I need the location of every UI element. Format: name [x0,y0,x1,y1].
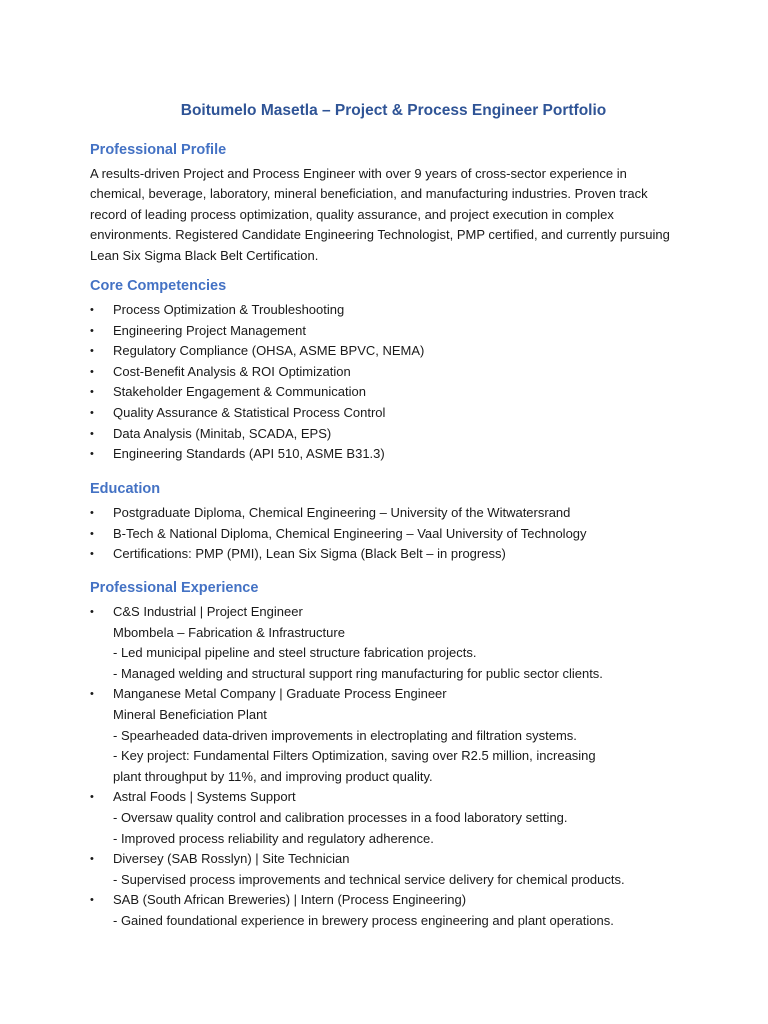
job-detail: - Gained foundational experience in brewery process engineering and plant operations. [113,912,614,928]
page-title: Boitumelo Masetla – Project & Process Engineer Portfolio [180,102,607,119]
job-title: Manganese Metal Company | Graduate Process Engineer [113,686,447,702]
bullet-icon: • [90,365,94,378]
experience-list [90,602,680,932]
bullet-icon: • [90,345,94,358]
job-item [90,602,680,684]
job-title: C&S Industrial | Project Engineer [113,604,303,619]
experience-section [90,578,680,932]
job-detail: - Oversaw quality control and calibration processes in a food laboratory setting. [113,809,568,825]
bullet-icon: • [90,894,94,907]
list-item: • Certifications: PMP (PMI), Lean Six Sigma (Black Belt – in progress) [90,544,680,565]
bullet-icon: • [90,386,94,399]
experience-heading: Professional Experience [90,580,259,596]
list-item: • Cost-Benefit Analysis & ROI Optimization [90,362,680,383]
competencies-heading: Core Competencies [90,278,227,294]
job-item [90,849,680,890]
bullet-icon: • [90,406,94,419]
education-section [90,479,680,565]
bullet-icon: • [90,688,94,701]
job-title: Astral Foods | Systems Support [113,789,296,805]
job-title: SAB (South African Breweries) | Intern (Process Engineering) [113,892,467,908]
job-detail: - Supervised process improvements and technical service delivery for chemical products. [113,871,625,887]
job-detail: Mbombela – Fabrication & Infrastructure [113,624,345,640]
list-item: • B-Tech & National Diploma, Chemical Engineering – Vaal University of Technology [90,524,680,545]
bullet-icon: • [90,548,94,561]
profile-heading: Professional Profile [90,142,227,158]
list-item: • Postgraduate Diploma, Chemical Engineering – University of the Witwatersrand [90,503,680,524]
bullet-icon: • [90,853,94,866]
job-detail: - Key project: Fundamental Filters Optimization, saving over R2.5 million, increasing plant throughput by 11%, and improving product quality. [113,748,596,784]
job-item [90,890,680,931]
profile-section [90,140,680,266]
bullet-icon: • [90,791,94,804]
job-item [90,787,680,849]
bullet-icon: • [90,507,94,519]
list-item: • Engineering Project Management [90,321,680,342]
education-heading: Education [90,481,161,497]
job-title: Diversey (SAB Rosslyn) | Site Technician [113,851,350,867]
job-item [90,684,680,787]
competencies-list [90,300,680,465]
bullet-icon: • [90,606,94,618]
bullet-icon: • [90,324,94,337]
bullet-icon: • [90,527,94,540]
list-item: • Quality Assurance & Statistical Process Control [90,403,680,424]
profile-text: A results-driven Project and Process Engineer with over 9 years of cross-sector experience in chemical, beverage, laboratory, mineral beneficiation, and manufacturing industries. Proven track record of leading process optimization, quality assurance, and project execution in complex environments. Registered Candidate Engineering Technologist, PMP certified, and currently pursuing Lean Six Sigma Black Belt Certification. [90,166,670,263]
bullet-icon: • [90,427,94,440]
education-list [90,503,680,565]
bullet-icon: • [90,304,94,316]
list-item: • Data Analysis (Minitab, SCADA, EPS) [90,424,680,445]
job-detail: - Spearheaded data-driven improvements in electroplating and filtration systems. [113,727,577,743]
job-detail: - Managed welding and structural support ring manufacturing for public sector clients. [113,665,603,681]
list-item: • Engineering Standards (API 510, ASME B31.3) [90,444,680,465]
list-item: • Stakeholder Engagement & Communication [90,382,680,403]
job-detail: - Led municipal pipeline and steel structure fabrication projects. [113,645,477,661]
job-detail: - Improved process reliability and regulatory adherence. [113,830,434,846]
bullet-icon: • [90,448,94,461]
list-item: • Process Optimization & Troubleshooting [90,300,680,321]
list-item: • Regulatory Compliance (OHSA, ASME BPVC, NEMA) [90,341,680,362]
job-detail: Mineral Beneficiation Plant [113,706,267,722]
competencies-section [90,276,680,465]
